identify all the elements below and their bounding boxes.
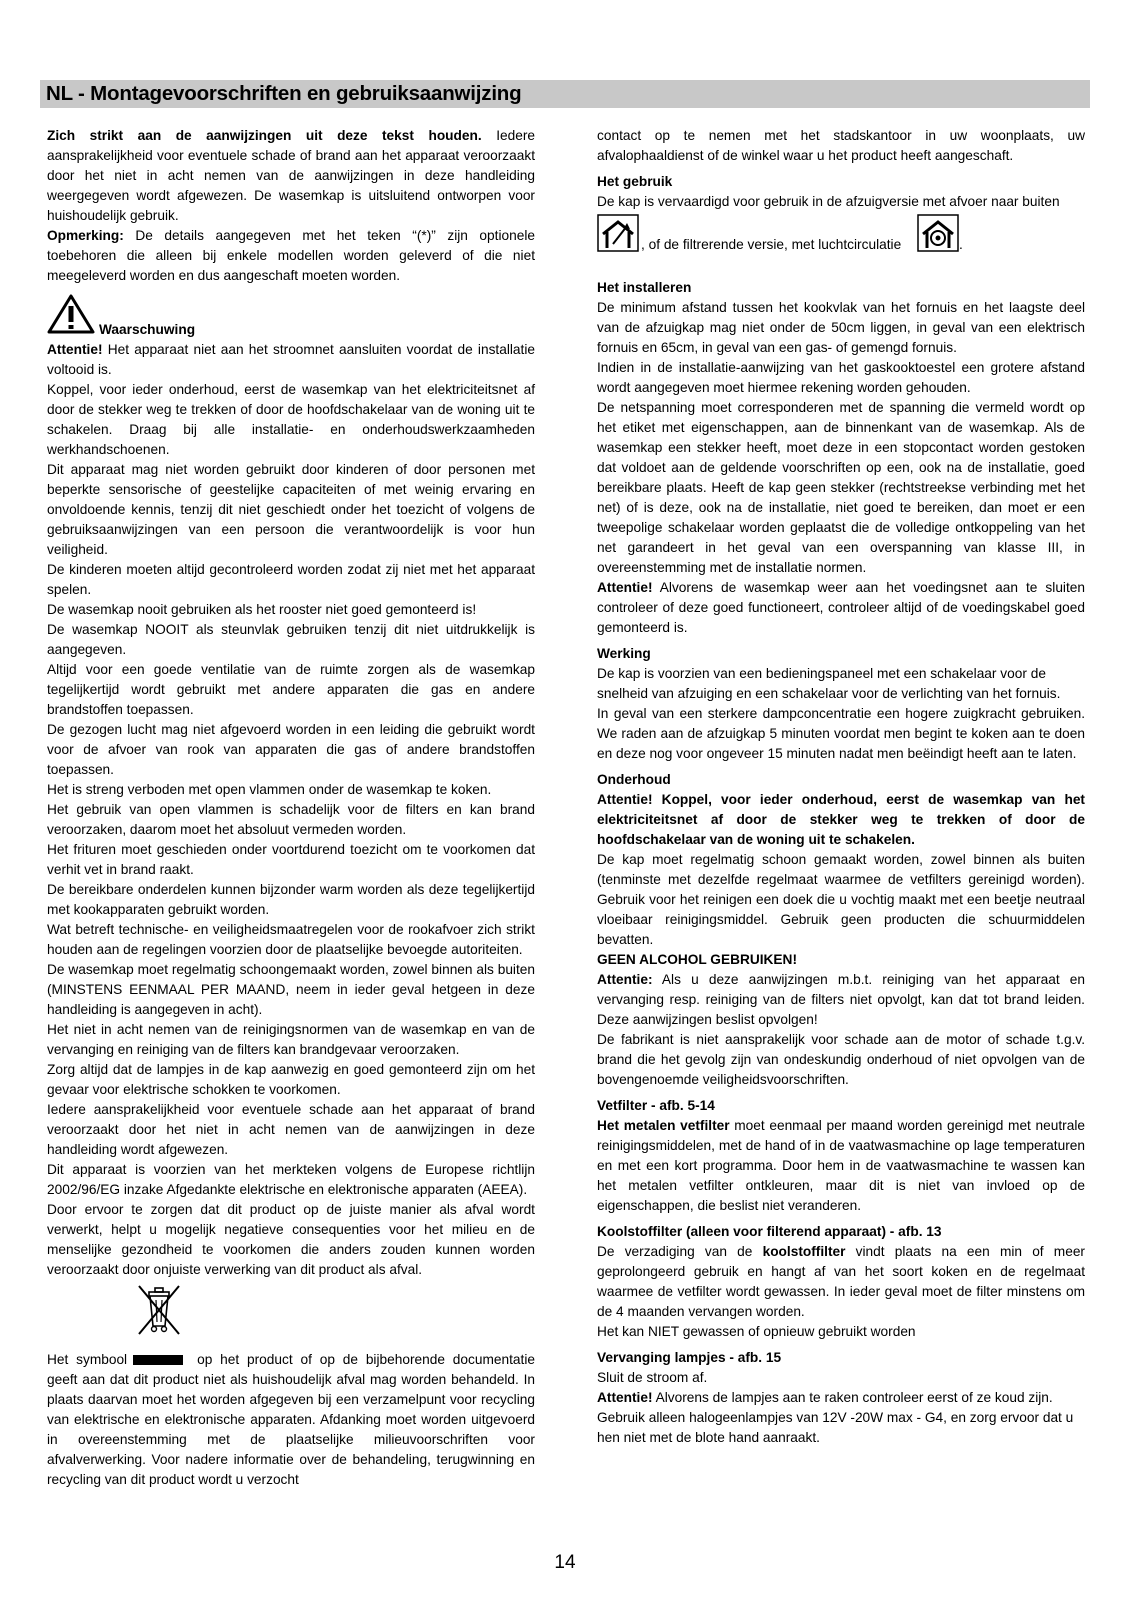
usage-icons-row <box>597 212 1085 272</box>
safety-paragraph: Dit apparaat mag niet worden gebruikt door kinderen of door personen met beperkte sensorische of geestelijke capaciteiten of met weinig ervaring en onvoldoende kennis, tenzij dit niet geschiedt onder het toezicht of volgens de gebruiksaanwijzingen van een persoon die verantwoordelijk is voor hun veiligheid. <box>47 462 535 557</box>
safety-paragraph: Koppel, voor ieder onderhoud, eerst de wasemkap van het elektriciteitsnet af door de stekker weg te trekken of door de hoofdschakelaar van de woning uit te schakelen. Draag bij alle installatie- en onderhoudswerkzaamheden werkhandschoenen. <box>47 382 535 457</box>
safety-paragraph: Wat betreft technische- en veiligheidsmaatregelen voor de rookafvoer zich strikt houden aan de regelingen voorzien door de plaatselijke bevoegde autoriteiten. <box>47 922 535 957</box>
usage-paragraph: De kap is vervaardigd voor gebruik in de afzuigversie met afvoer naar buiten <box>597 194 1060 209</box>
safety-paragraph: Dit apparaat is voorzien van het merkteken volgens de Europese richtlijn 2002/96/EG inzake Afgedankte elektrische en elektronische apparaten (AEEA). <box>47 1162 535 1197</box>
lamp-attention-text: Alvorens de lampjes aan te raken controleer eerst of ze koud zijn. <box>652 1390 1053 1405</box>
carbon-filter-note: Het kan NIET gewassen of opnieuw gebruikt worden <box>597 1324 916 1339</box>
page-header <box>40 80 1090 108</box>
right-column <box>597 126 1085 1448</box>
installation-attention-text: Alvorens de wasemkap weer aan het voedingsnet aan te sluiten controleer of deze goed functioneert, controleer altijd of de voedingskabel goed gemonteerd is. <box>597 580 1085 635</box>
no-alcohol-warning: GEEN ALCOHOL GEBRUIKEN! <box>597 952 797 967</box>
note-text: De details aangegeven met het teken “(*)” zijn optionele toebehoren die alleen bij enkele modellen worden geleverd of die niet meegeleverd worden en dus aangeschaft moeten worden. <box>47 228 535 283</box>
symbol-paragraph <box>47 1350 535 1490</box>
carbon-filter-bold: koolstoffilter <box>762 1244 846 1259</box>
safety-paragraph: Het niet in acht nemen van de reinigingsnormen van de wasemkap en van de vervanging en reiniging van de filters kan brandgevaar veroorzaken. <box>47 1022 535 1057</box>
safety-paragraph: Het gebruik van open vlammen is schadelijk voor de filters en kan brand veroorzaken, daarom moet het absoluut vermeden worden. <box>47 802 535 837</box>
note-label: Opmerking: <box>47 228 124 243</box>
grease-filter-paragraph <box>597 1116 1085 1216</box>
safety-paragraph: Zorg altijd dat de lampjes in de kap aanwezig en goed gemonteerd zijn om het gevaar voor elektrische schokken te voorkomen. <box>47 1062 535 1097</box>
extraction-mode-icon <box>597 214 639 252</box>
carbon-filter-heading: Koolstoffilter (alleen voor filterend apparaat) - afb. 13 <box>597 1224 942 1239</box>
carbon-filter-paragraph <box>597 1242 1085 1322</box>
grease-filter-bold: Het metalen vetfilter <box>597 1118 730 1133</box>
carbon-filter-text: vindt plaats na een min of meer geprolongeerd gebruik en hangt af van het soort koken en de regelmaat waarmee de vetfilter wordt gewassen. In ieder geval moet de filter minstens om de 4 maanden vervangen worden. <box>597 1244 1085 1319</box>
safety-paragraph: De gezogen lucht mag niet afgevoerd worden in een leiding die gebruikt wordt voor de afvoer van rook van apparaten die gas of andere brandstoffen toepassen. <box>47 722 535 777</box>
maintenance-paragraph: De kap moet regelmatig schoon gemaakt worden, zowel binnen als buiten (tenminste met dezelfde regelmaat waarmee de vetfilters gereinigd worden). Gebruik voor het reinigen een doek die u vochtig maakt met een beetje neutraal vloeibaar reinigingsmiddel. Gebruik geen producten die schuurmiddelen bevatten. <box>597 852 1085 947</box>
page-title: NL - Montagevoorschriften en gebruiksaanwijzing <box>46 82 522 105</box>
usage-heading: Het gebruik <box>597 174 673 189</box>
installation-heading: Het installeren <box>597 280 692 295</box>
operation-paragraph: In geval van een sterkere dampconcentratie een hogere zuigkracht gebruiken. We raden aan de afzuigkap 5 minuten voordat men begint te koken aan te doen en deze nog voor ongeveer 15 minuten nadat men beëindigt heeft aan te laten. <box>597 706 1085 761</box>
safety-paragraph: De bereikbare onderdelen kunnen bijzonder warm worden als deze tegelijkertijd met kookapparaten gebruikt worden. <box>47 882 535 917</box>
safety-paragraph: Iedere aansprakelijkheid voor eventuele schade aan het apparaat of brand veroorzaakt door het niet in acht nemen van de aanwijzingen in deze handleiding wordt afgewezen. <box>47 1102 535 1157</box>
safety-paragraph: Altijd voor een goede ventilatie van de ruimte zorgen als de wasemkap tegelijkertijd wordt gebruikt met andere apparaten die gas en andere brandstoffen toepassen. <box>47 662 535 717</box>
installation-attention <box>597 578 1085 638</box>
safety-paragraph: De wasemkap moet regelmatig schoongemaakt worden, zowel binnen als buiten (MINSTENS EENMAAL PER MAAND, neem in ieder geval hetgeen in deze handleiding is aangegeven in acht). <box>47 962 535 1017</box>
warning-label: Waarschuwing <box>99 322 196 337</box>
installation-paragraph: De minimum afstand tussen het kookvlak van het fornuis en het laagste deel van de afzuigkap mag niet onder de 50cm liggen, in geval van een elektrisch fornuis en 65cm, in geval van een gas- of gemengd fornuis. <box>597 300 1085 355</box>
maintenance-attention-label: Attentie: <box>597 972 653 987</box>
usage-icons-end: . <box>959 237 963 252</box>
maintenance-attention: Attentie! Koppel, voor ieder onderhoud, eerst de wasemkap van het elektriciteitsnet af door de stekker weg te trekken of door de hoofdschakelaar van de woning uit te schakelen. <box>597 792 1085 847</box>
black-bar-symbol <box>133 1355 183 1365</box>
intro-bold: Zich strikt aan de aanwijzingen uit deze tekst houden. <box>47 128 482 143</box>
lamp-replacement-heading: Vervanging lampjes - afb. 15 <box>597 1350 782 1365</box>
installation-paragraph: De netspanning moet corresponderen met de spanning die vermeld wordt op het etiket met eigenschappen, aan de binnenkant van de wasemkap. Als de wasemkap een stekker heeft, moet deze in een stopcontact worden gestoken dat voldoet aan de geldende voorschriften op een, ook na de installatie, goed bereikbare plaats. Heeft de kap geen stekker (rechtstreekse verbinding met het net) of is deze, ook na de installatie, niet goed te bereiken, dan moet er een tweepolige schakelaar worden geplaatst die de volledige ontkoppeling van het net garandeert in het geval van een overspanning van klasse III, in overeenstemming met de installatie normen. <box>597 400 1085 575</box>
page-number: 14 <box>554 1552 576 1573</box>
lamp-attention-label: Attentie! <box>597 1390 653 1405</box>
installation-attention-label: Attentie! <box>597 580 653 595</box>
attention-text: Het apparaat niet aan het stroomnet aansluiten voordat de installatie voltooid is. <box>47 342 535 377</box>
grease-filter-heading: Vetfilter - afb. 5-14 <box>597 1098 715 1113</box>
maintenance-heading: Onderhoud <box>597 772 671 787</box>
safety-paragraph: Door ervoor te zorgen dat dit product op de juiste manier als afval wordt verwerkt, helpt u mogelijk negatieve consequenties voor het milieu en de menselijke gezondheid te voorkomen die anders zouden kunnen worden veroorzaakt door onjuiste verwerking van dit product als afval. <box>47 1202 535 1277</box>
left-column <box>47 126 535 1490</box>
symbol-text-post: op het product of op de bijbehorende documentatie geeft aan dat dit product niet als huishoudelijk afval mag worden behandeld. In plaats daarvan moet het worden afgegeven bij een verzamelpunt voor recycling van elektrische en elektronische apparaten. Afdanking moet worden uitgevoerd in overeenstemming met de plaatselijke milieuvoorschriften voor afvalverwerking. Voor nadere informatie over de behandeling, terugwinning en recycling van dit product wordt u verzocht <box>47 1352 535 1487</box>
attention-paragraph <box>47 340 535 380</box>
safety-paragraph: Het frituren moet geschieden onder voortdurend toezicht om te voorkomen dat verhit vet in brand raakt. <box>47 842 535 877</box>
warning-heading <box>47 294 535 340</box>
intro-paragraph <box>47 126 535 226</box>
grease-filter-text: moet eenmaal per maand worden gereinigd met neutrale reinigingsmiddelen, met de hand of in de vaatwasmachine op lage temperaturen en met een kort programma. Door hem in de vaatwasmachine te wassen kan het metalen vetfilter ontkleuren, maar dit is niet van invloed op de eigenschappen, die beslist niet veranderen. <box>597 1118 1085 1213</box>
maintenance-paragraph: De fabrikant is niet aansprakelijk voor schade aan de motor of schade t.g.v. brand die het gevolg zijn van ondeskundig onderhoud of niet opvolgen van de bovengenoemde veiligheidsvoorschriften. <box>597 1032 1085 1087</box>
installation-paragraph: Indien in de installatie-aanwijzing van het gaskooktoestel een grotere afstand wordt aangegeven moet hiermee rekening worden gehouden. <box>597 360 1085 395</box>
maintenance-attention-text: Als u deze aanwijzingen m.b.t. reiniging van het apparaat en vervanging resp. reiniging van de filters niet opvolgt, kan dat tot brand leiden. Deze aanwijzingen beslist opvolgen! <box>597 972 1085 1027</box>
recirculation-mode-icon <box>917 214 959 252</box>
lamp-replacement-step: Sluit de stroom af. <box>597 1370 708 1385</box>
continuation-paragraph: contact op te nemen met het stadskantoor in uw woonplaats, uw afvalophaaldienst of de winkel waar u het product heeft aangeschaft. <box>597 128 1085 163</box>
operation-heading: Werking <box>597 646 651 661</box>
symbol-text-pre: Het symbool <box>47 1352 128 1367</box>
lamp-attention <box>597 1388 1085 1408</box>
intro-text: Iedere aansprakelijkheid voor eventuele schade of brand aan het apparaat veroorzaakt door het niet in acht nemen van de aanwijzingen in deze handleiding weergegeven wordt afgewezen. De wasemkap is uitsluitend ontworpen voor huishoudelijk gebruik. <box>47 128 535 223</box>
lamp-replacement-paragraph: Gebruik alleen halogeenlampjes van 12V -20W max - G4, en zorg ervoor dat u hen niet met de blote hand aanraakt. <box>597 1410 1074 1445</box>
warning-icon <box>47 294 95 334</box>
usage-icons-text: , of de filtrerende versie, met luchtcirculatie <box>641 237 902 252</box>
safety-paragraph: De kinderen moeten altijd gecontroleerd worden zodat zij niet met het apparaat spelen. <box>47 562 535 597</box>
safety-paragraph: Het is streng verboden met open vlammen onder de wasemkap te koken. <box>47 782 492 797</box>
safety-paragraph: De wasemkap nooit gebruiken als het rooster niet goed gemonteerd is! <box>47 602 477 617</box>
maintenance-attention-note <box>597 970 1085 1030</box>
note-paragraph <box>47 226 535 286</box>
carbon-filter-pre: De verzadiging van de <box>597 1244 763 1259</box>
weee-symbol-row <box>47 1280 535 1350</box>
safety-paragraph: De wasemkap NOOIT als steunvlak gebruiken tenzij dit niet uitdrukkelijk is aangegeven. <box>47 622 535 657</box>
operation-paragraph: De kap is voorzien van een bedieningspaneel met een schakelaar voor de snelheid van afzuiging en een schakelaar voor de verlichting van het fornuis. <box>597 666 1061 701</box>
crossed-bin-icon <box>135 1282 183 1338</box>
attention-label: Attentie! <box>47 342 103 357</box>
